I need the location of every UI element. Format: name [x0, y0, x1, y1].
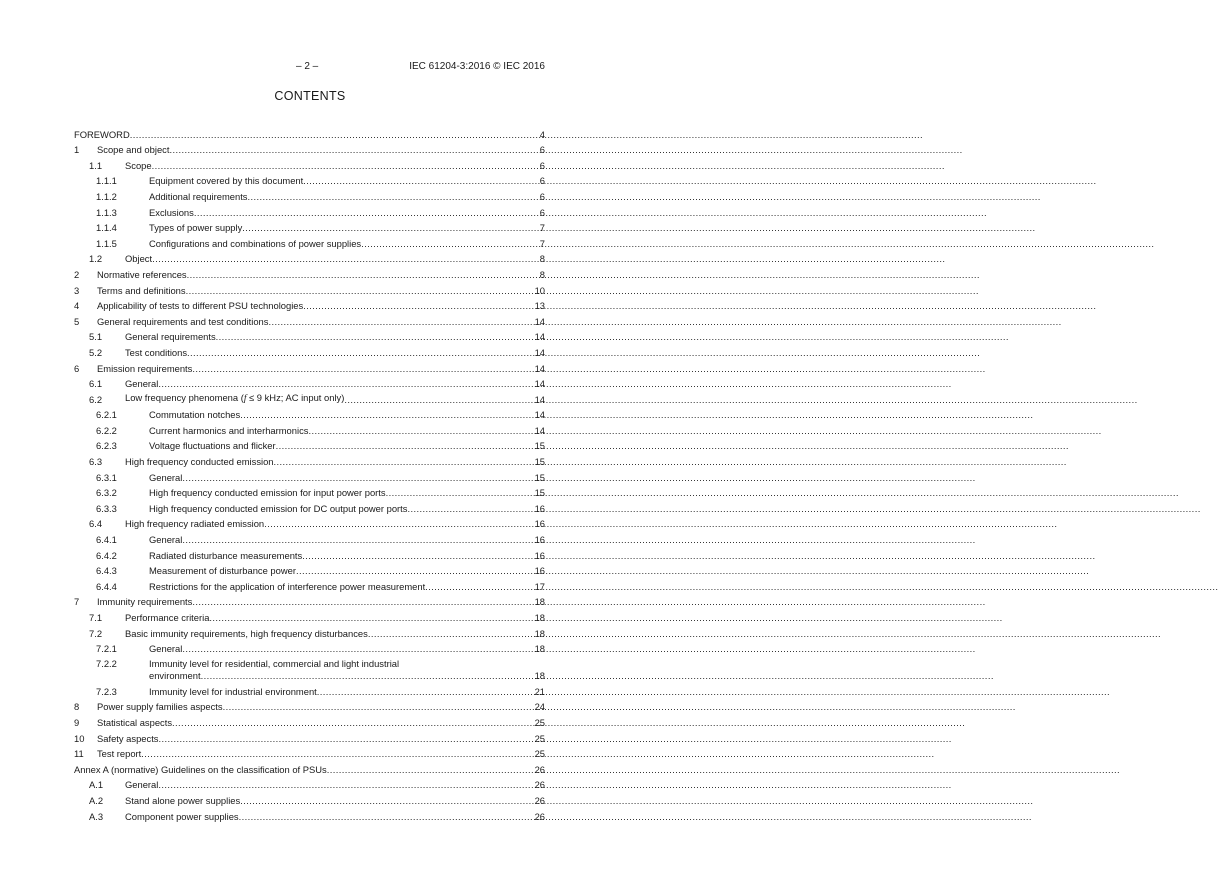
toc-entry-number: 7.2 [89, 627, 103, 639]
toc-entry-number: 1.1.5 [96, 237, 117, 249]
toc-entry[interactable] [74, 561, 545, 577]
toc-entry-page: 16 [534, 518, 545, 530]
toc-entry-number: 1.1.3 [96, 206, 117, 218]
toc-entry-page: 14 [534, 393, 545, 405]
toc-leader-dots [240, 409, 533, 420]
toc-leader-dots [182, 472, 533, 483]
toc-entry[interactable] [74, 592, 545, 608]
toc-entry[interactable] [74, 311, 545, 327]
toc-entry-page: 26 [534, 763, 545, 775]
toc-entry-number: 9 [74, 716, 80, 728]
toc-entry-title: General [125, 779, 159, 791]
toc-entry-title: High frequency radiated emission [125, 518, 265, 530]
toc-leader-dots [361, 238, 539, 249]
toc-entry-page: 15 [534, 471, 545, 483]
toc-entry-number: 4 [74, 300, 80, 312]
toc-entry-title: General [149, 471, 183, 483]
toc-entry-page: 8 [539, 268, 545, 280]
toc-entry-page: 16 [534, 502, 545, 514]
toc-entry-title: General [149, 534, 183, 546]
toc-entry-title: Immunity level for industrial environment [149, 685, 317, 697]
toc-entry-number: A.3 [89, 810, 104, 822]
table-of-contents [74, 124, 545, 822]
toc-leader-dots [152, 253, 539, 264]
toc-leader-dots [296, 565, 534, 576]
toc-entry-number: 5.2 [89, 346, 103, 358]
toc-entry-title: Object [125, 253, 153, 265]
toc-entry-number: 6 [74, 362, 80, 374]
toc-entry-title: Annex A (normative) Guidelines on the classification of PSUs [74, 763, 327, 775]
toc-entry-title-continued: environment [149, 670, 201, 682]
toc-entry-page: 24 [534, 701, 545, 713]
toc-leader-dots [158, 779, 533, 790]
toc-entry-page: 14 [534, 424, 545, 436]
toc-entry[interactable] [74, 498, 545, 514]
toc-leader-dots [386, 487, 534, 498]
toc-entry-page: 18 [534, 627, 545, 639]
toc-leader-dots [182, 643, 533, 654]
toc-entry-number: 7.2.1 [96, 643, 117, 655]
toc-leader-dots [187, 347, 534, 358]
toc-leader-dots [239, 811, 534, 822]
toc-leader-dots [302, 550, 533, 561]
toc-entry-number: 6.3.2 [96, 487, 117, 499]
toc-leader-dots [159, 733, 534, 744]
toc-entry-number: 7.1 [89, 612, 103, 623]
toc-entry-number: 6.1 [89, 378, 103, 390]
toc-leader-dots [209, 612, 533, 623]
toc-entry-number: 1.1 [89, 159, 103, 171]
toc-entry[interactable] [74, 124, 545, 140]
toc-entry-title: General requirements [125, 331, 216, 343]
toc-entry[interactable] [74, 639, 545, 655]
toc-entry-number: 6.4.2 [96, 549, 117, 561]
toc-entry-page: 6 [539, 206, 545, 218]
toc-entry[interactable] [74, 806, 545, 822]
toc-entry[interactable] [74, 218, 545, 234]
toc-entry-number: 6.2.3 [96, 440, 117, 452]
toc-entry-page: 14 [534, 346, 545, 358]
toc-entry-title: High frequency conducted emission for DC output power ports [149, 502, 408, 514]
toc-entry-page: 25 [534, 732, 545, 744]
toc-entry-title: General [149, 643, 183, 655]
toc-entry[interactable] [74, 514, 545, 530]
toc-leader-dots [242, 222, 539, 233]
toc-entry[interactable] [74, 744, 545, 760]
toc-entry[interactable] [74, 483, 545, 499]
toc-entry[interactable] [74, 607, 545, 623]
toc-leader-dots [317, 686, 534, 697]
toc-leader-dots [303, 175, 539, 186]
toc-entry-title: Component power supplies [125, 810, 239, 822]
toc-entry-number: 1.1.4 [96, 222, 117, 234]
toc-entry-page: 7 [539, 237, 545, 249]
toc-entry-page: 14 [534, 378, 545, 390]
toc-leader-dots [169, 144, 538, 155]
toc-entry-number: 6.3.1 [96, 471, 117, 483]
toc-entry[interactable] [74, 529, 545, 545]
toc-entry-title: Power supply families aspects [97, 701, 223, 713]
toc-leader-dots [268, 316, 533, 327]
toc-entry[interactable] [74, 280, 545, 296]
toc-entry-title: Immunity requirements [97, 596, 193, 608]
toc-entry[interactable] [74, 697, 545, 713]
toc-entry-number: 5.1 [89, 331, 103, 343]
toc-entry[interactable] [74, 171, 545, 187]
toc-entry-page: 16 [534, 549, 545, 561]
toc-entry-number: 1 [74, 144, 80, 156]
toc-leader-dots [158, 378, 533, 389]
toc-entry[interactable] [74, 374, 545, 390]
toc-entry-page: 6 [539, 144, 545, 156]
toc-entry[interactable] [74, 389, 545, 405]
toc-entry-page: 18 [534, 670, 545, 682]
toc-entry[interactable] [74, 186, 545, 202]
toc-entry-number: 6.3 [89, 456, 103, 468]
toc-entry-title: Immunity level for residential, commercial and light industrial [149, 658, 400, 670]
toc-entry-number: 7.2.3 [96, 685, 117, 697]
toc-leader-dots [152, 160, 539, 171]
toc-entry-title: High frequency conducted emission for input power ports [149, 487, 386, 499]
toc-entry-title: Safety aspects [97, 732, 159, 744]
toc-leader-dots [407, 503, 533, 514]
toc-entry[interactable] [74, 342, 545, 358]
toc-leader-dots [192, 596, 533, 607]
toc-entry[interactable] [74, 140, 545, 156]
toc-entry-title: Restrictions for the application of interference power measurement [149, 580, 426, 592]
toc-entry-title: General requirements and test conditions [97, 315, 269, 327]
toc-leader-dots [274, 456, 534, 467]
toc-entry[interactable] [74, 202, 545, 218]
toc-leader-dots [248, 191, 539, 202]
toc-leader-dots [303, 300, 533, 311]
toc-entry-title: General [125, 378, 159, 390]
toc-entry-page: 18 [534, 643, 545, 655]
toc-leader-dots [130, 129, 539, 140]
toc-entry[interactable] [74, 712, 545, 728]
toc-entry-page: 7 [539, 222, 545, 234]
toc-entry-title: Emission requirements [97, 362, 193, 374]
toc-entry-title: Scope [125, 159, 152, 171]
toc-entry[interactable] [74, 654, 545, 681]
toc-entry-title: Radiated disturbance measurements [149, 549, 303, 561]
toc-entry-number: 11 [74, 748, 84, 760]
toc-leader-dots [308, 425, 533, 436]
toc-leader-dots [264, 518, 533, 529]
toc-entry-number: 8 [74, 701, 80, 713]
toc-leader-dots [425, 581, 533, 592]
toc-entry-title: High frequency conducted emission [125, 456, 274, 468]
toc-entry-page: 15 [534, 456, 545, 468]
toc-entry-title: Additional requirements [149, 190, 248, 202]
toc-entry-page: 6 [539, 159, 545, 171]
toc-entry[interactable] [74, 790, 545, 806]
toc-entry-number: 6.4.3 [96, 565, 117, 577]
toc-entry-number: 6.4.4 [96, 580, 117, 592]
toc-entry-page: 16 [534, 534, 545, 546]
toc-entry[interactable] [74, 358, 545, 374]
toc-entry-page: 21 [534, 685, 545, 697]
toc-entry-page: 26 [534, 810, 545, 822]
toc-entry-number: 1.1.2 [96, 190, 117, 202]
toc-entry-page: 13 [534, 300, 545, 312]
toc-entry-title: Commutation notches [149, 409, 241, 421]
toc-entry[interactable] [74, 249, 545, 265]
toc-leader-dots [216, 331, 534, 342]
toc-entry-title: Basic immunity requirements, high frequency disturbances [125, 627, 368, 639]
toc-entry[interactable] [74, 420, 545, 436]
toc-leader-dots [276, 440, 534, 451]
toc-entry[interactable] [74, 451, 545, 467]
toc-leader-dots [192, 363, 533, 374]
toc-entry-title: Low frequency phenomena (f ≤ 9 kHz; AC input only) [125, 391, 345, 404]
toc-entry-page: 26 [534, 794, 545, 806]
toc-entry-page: 25 [534, 748, 545, 760]
toc-entry[interactable] [74, 759, 545, 775]
toc-entry[interactable] [74, 327, 545, 343]
toc-entry-page: 14 [534, 315, 545, 327]
toc-entry-page: 18 [534, 596, 545, 608]
toc-entry-number: A.1 [89, 779, 104, 791]
standard-reference: IEC 61204-3:2016 © IEC 2016 [409, 61, 545, 72]
toc-entry-title: Types of power supply [149, 222, 243, 234]
toc-entry[interactable] [74, 233, 545, 249]
toc-leader-dots [344, 394, 533, 405]
toc-entry-page: 14 [534, 331, 545, 343]
toc-leader-dots [141, 748, 533, 759]
toc-entry-page: 17 [534, 580, 545, 592]
toc-leader-dots [194, 207, 539, 218]
toc-entry-number: 1.1.1 [96, 175, 117, 187]
toc-entry[interactable] [74, 436, 545, 452]
toc-entry-number: 2 [74, 268, 80, 280]
toc-entry-title: Equipment covered by this document [149, 175, 304, 187]
toc-entry-title: Scope and object [97, 144, 170, 156]
toc-entry-title: Terms and definitions [97, 284, 186, 296]
toc-entry-page: 14 [534, 362, 545, 374]
toc-entry-number: 3 [74, 284, 80, 296]
toc-entry-page: 4 [539, 128, 545, 140]
toc-entry-page: 15 [534, 487, 545, 499]
toc-entry-number: 6.4 [89, 518, 103, 530]
toc-entry-title: Test conditions [125, 346, 188, 358]
toc-entry-page: 14 [534, 409, 545, 421]
toc-leader-dots [368, 628, 534, 639]
toc-entry-number: 5 [74, 315, 80, 327]
toc-entry-number: 6.2.1 [96, 409, 117, 421]
toc-leader-dots [240, 795, 533, 806]
toc-entry-page: 26 [534, 779, 545, 791]
toc-entry-title: Measurement of disturbance power [149, 565, 296, 577]
toc-entry-page: 15 [534, 440, 545, 452]
toc-entry-title: FOREWORD [74, 128, 130, 140]
toc-entry[interactable] [74, 545, 545, 561]
toc-leader-dots [223, 701, 534, 712]
toc-entry-page: 6 [539, 175, 545, 187]
toc-entry-title: Normative references [97, 268, 187, 280]
toc-leader-dots [327, 764, 534, 775]
toc-entry[interactable] [74, 264, 545, 280]
toc-leader-dots [182, 534, 533, 545]
toc-entry-number: 6.2.2 [96, 424, 117, 436]
toc-entry-title: Performance criteria [125, 612, 210, 623]
contents-title: CONTENTS [274, 89, 346, 103]
toc-entry-page: 8 [539, 253, 545, 265]
toc-entry[interactable] [74, 155, 545, 171]
toc-entry-title: Configurations and combinations of power supplies [149, 237, 362, 249]
toc-entry-number: 10 [74, 732, 85, 744]
toc-entry-number: 6.4.1 [96, 534, 117, 546]
toc-entry-title: Stand alone power supplies [125, 794, 241, 806]
toc-entry[interactable] [74, 681, 545, 697]
toc-entry-page: 16 [534, 565, 545, 577]
toc-entry-page: 25 [534, 716, 545, 728]
toc-entry-title: Current harmonics and interharmonics [149, 424, 309, 436]
toc-entry[interactable] [74, 576, 545, 592]
toc-entry[interactable] [74, 405, 545, 421]
toc-entry-title: Exclusions [149, 206, 194, 218]
toc-entry-title: Statistical aspects [97, 716, 173, 728]
toc-entry-number: 7 [74, 596, 80, 608]
toc-entry-title: Test report [97, 748, 142, 760]
toc-entry[interactable] [74, 296, 545, 312]
toc-entry-title: Applicability of tests to different PSU technologies [97, 300, 304, 312]
toc-entry[interactable] [74, 728, 545, 744]
toc-entry-page: 18 [534, 612, 545, 623]
toc-entry-number: 6.3.3 [96, 502, 117, 514]
toc-entry[interactable] [74, 775, 545, 791]
toc-entry-page: 10 [534, 284, 545, 296]
toc-leader-dots [186, 285, 534, 296]
toc-entry-number: A.2 [89, 794, 104, 806]
toc-entry-number: 7.2.2 [96, 658, 117, 670]
toc-entry-title: Voltage fluctuations and flicker [149, 440, 276, 452]
toc-entry-page: 6 [539, 190, 545, 202]
toc-entry[interactable] [74, 623, 545, 639]
toc-leader-dots [201, 670, 534, 681]
page-number: – 2 – [296, 61, 319, 72]
toc-entry-number: 6.2 [89, 393, 103, 405]
toc-leader-dots [172, 717, 534, 728]
toc-entry-number: 1.2 [89, 253, 103, 265]
toc-leader-dots [187, 269, 539, 280]
toc-entry[interactable] [74, 467, 545, 483]
